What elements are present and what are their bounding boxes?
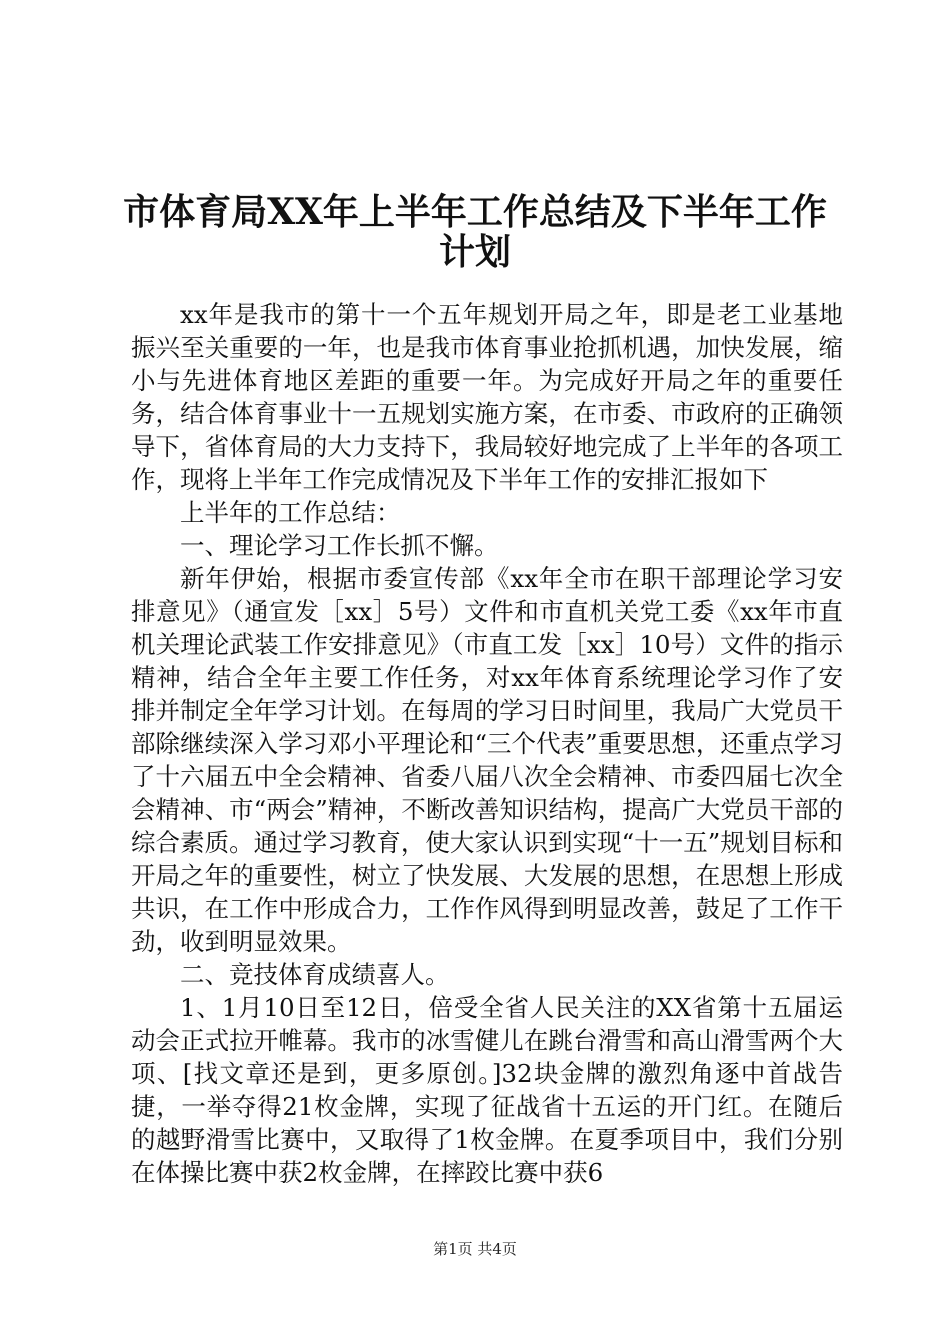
section-heading-competitive-sports: 二、竞技体育成绩喜人。: [180, 960, 450, 989]
document-body: [131, 298, 843, 1189]
section-heading-summary: 上半年的工作总结：: [180, 498, 401, 527]
paragraph-theory-study: 新年伊始，根据市委宣传部《xx年全市在职干部理论学习安排意见》（通宣发［xx］5号）文件和市直机关党工委《xx年市直机关理论武装工作安排意见》（市直工发［xx］10号）文件的指示精神，结合全年主要工作任务，对xx年体育系统理论学习作了安排并制定全年学习计划。在每周的学习日时间里，我局广大党员干部除继续深入学习邓小平理论和“三个代表”重要思想，还重点学习了十六届五中全会精神、省委八届八次全会精神、市委四届七次全会精神、市“两会”精神，不断改善知识结构，提高广大党员干部的综合素质。通过学习教育，使大家认识到实现“十一五”规划目标和开局之年的重要性，树立了快发展、大发展的思想，在思想上形成共识，在工作中形成合力，工作作风得到明显改善，鼓足了工作干劲，收到明显效果。: [131, 564, 843, 956]
document-title-line-1: 市体育局XX年上半年工作总结及下半年工作: [123, 191, 827, 233]
paragraph-provincial-games: 1、1月10日至12日，倍受全省人民关注的XX省第十五届运动会正式拉开帷幕。我市的冰雪健儿在跳台滑雪和高山滑雪两个大项、[找文章还是到，更多原创。]32块金牌的激烈角逐中首战告捷，一举夺得21枚金牌，实现了征战省十五运的开门红。在随后的越野滑雪比赛中，又取得了1枚金牌。在夏季项目中，我们分别在体操比赛中获2枚金牌，在摔跤比赛中获6: [131, 993, 843, 1187]
section-heading-theory-study: 一、理论学习工作长抓不懈。: [180, 531, 499, 560]
page-number-footer: 第1页 共4页: [433, 1240, 517, 1258]
document-title-line-2: 计划: [438, 231, 511, 273]
paragraph-intro: xx年是我市的第十一个五年规划开局之年，即是老工业基地振兴至关重要的一年，也是我市体育事业抢抓机遇，加快发展，缩小与先进体育地区差距的重要一年。为完成好开局之年的重要任务，结合体育事业十一五规划实施方案，在市委、市政府的正确领导下，省体育局的大力支持下，我局较好地完成了上半年的各项工作，现将上半年工作完成情况及下半年工作的安排汇报如下: [131, 300, 843, 494]
